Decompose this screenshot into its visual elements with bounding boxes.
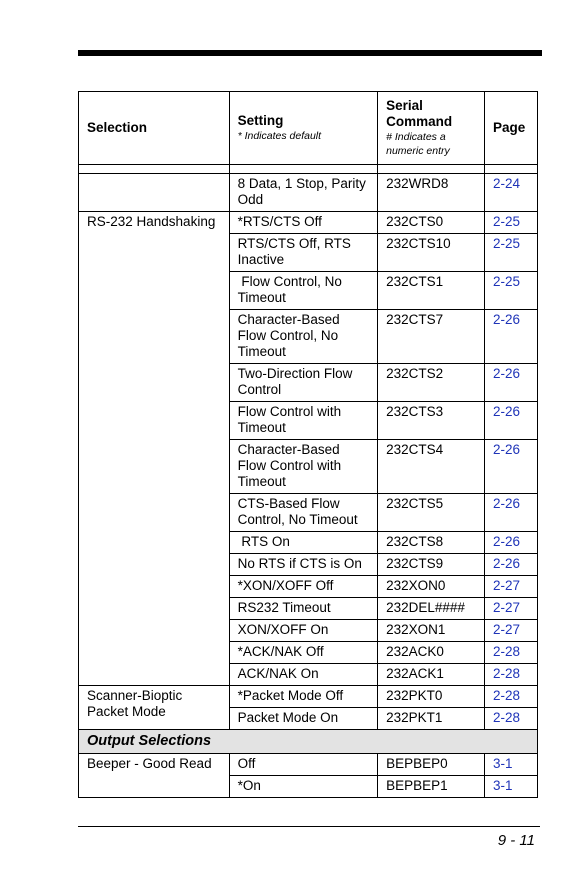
setting-cell: RTS/CTS Off, RTS Inactive [229, 234, 378, 272]
section-title: Output Selections [79, 730, 538, 754]
header-setting-note: * Indicates default [237, 130, 322, 142]
selection-cell: Scanner-Bioptic Packet Mode [79, 686, 230, 730]
command-cell: 232CTS9 [378, 554, 485, 576]
page-link[interactable]: 2-24 [485, 174, 538, 212]
page-number: 9 - 11 [497, 832, 535, 849]
page-link[interactable]: 3-1 [485, 776, 538, 798]
command-cell: 232PKT1 [378, 708, 485, 730]
header-gap [79, 165, 538, 174]
page-link[interactable]: 2-28 [485, 686, 538, 708]
table-header-row [79, 92, 538, 165]
table-row [79, 754, 538, 776]
command-cell: 232CTS1 [378, 272, 485, 310]
setting-cell: Character-Based Flow Control, No Timeout [229, 310, 378, 364]
command-cell: 232PKT0 [378, 686, 485, 708]
page-link[interactable]: 2-26 [485, 532, 538, 554]
setting-cell: Off [229, 754, 378, 776]
command-cell: 232CTS3 [378, 402, 485, 440]
command-cell: 232CTS0 [378, 212, 485, 234]
page-link[interactable]: 3-1 [485, 754, 538, 776]
command-cell: 232WRD8 [378, 174, 485, 212]
command-cell: 232XON1 [378, 620, 485, 642]
command-cell: 232CTS8 [378, 532, 485, 554]
command-cell: 232ACK1 [378, 664, 485, 686]
page-link[interactable]: 2-26 [485, 554, 538, 576]
page-link[interactable]: 2-26 [485, 310, 538, 364]
page-link[interactable]: 2-25 [485, 212, 538, 234]
command-cell: 232XON0 [378, 576, 485, 598]
page-link[interactable]: 2-27 [485, 620, 538, 642]
command-cell: 232ACK0 [378, 642, 485, 664]
page-link[interactable]: 2-28 [485, 642, 538, 664]
setting-cell: No RTS if CTS is On [229, 554, 378, 576]
setting-cell: Packet Mode On [229, 708, 378, 730]
command-cell: 232CTS4 [378, 440, 485, 494]
page-link[interactable]: 2-25 [485, 272, 538, 310]
page-link[interactable]: 2-26 [485, 494, 538, 532]
command-cell: 232CTS10 [378, 234, 485, 272]
command-cell: 232CTS2 [378, 364, 485, 402]
page-link[interactable]: 2-28 [485, 664, 538, 686]
command-cell: 232CTS5 [378, 494, 485, 532]
setting-cell: CTS-Based Flow Control, No Timeout [229, 494, 378, 532]
page-link[interactable]: 2-27 [485, 598, 538, 620]
settings-table [78, 91, 538, 798]
page-link[interactable]: 2-26 [485, 440, 538, 494]
page-link[interactable]: 2-26 [485, 402, 538, 440]
setting-cell: *On [229, 776, 378, 798]
setting-cell: Character-Based Flow Control with Timeout [229, 440, 378, 494]
page-link[interactable]: 2-25 [485, 234, 538, 272]
command-cell: 232DEL#### [378, 598, 485, 620]
setting-cell: *RTS/CTS Off [229, 212, 378, 234]
setting-cell: *ACK/NAK Off [229, 642, 378, 664]
command-cell: 232CTS7 [378, 310, 485, 364]
footer-rule [78, 826, 540, 827]
header-selection: Selection [79, 92, 230, 165]
table-row [79, 212, 538, 234]
setting-cell: ACK/NAK On [229, 664, 378, 686]
setting-cell: Flow Control with Timeout [229, 402, 378, 440]
setting-cell: Flow Control, No Timeout [229, 272, 378, 310]
page-link[interactable]: 2-28 [485, 708, 538, 730]
setting-cell: XON/XOFF On [229, 620, 378, 642]
selection-cell: RS-232 Handshaking [79, 212, 230, 686]
setting-cell: *Packet Mode Off [229, 686, 378, 708]
header-page: Page [485, 92, 538, 165]
table-row [79, 686, 538, 708]
setting-cell: RS232 Timeout [229, 598, 378, 620]
setting-cell: 8 Data, 1 Stop, Parity Odd [229, 174, 378, 212]
setting-cell: Two-Direction Flow Control [229, 364, 378, 402]
command-cell: BEPBEP1 [378, 776, 485, 798]
selection-cell [79, 174, 230, 212]
setting-cell: *XON/XOFF Off [229, 576, 378, 598]
section-header-row [79, 730, 538, 754]
header-serial-command-note: # Indicates a numeric entry [386, 131, 450, 157]
table-row [79, 174, 538, 212]
page-link[interactable]: 2-27 [485, 576, 538, 598]
header-setting: Setting * Indicates default [229, 92, 378, 165]
selection-cell: Beeper - Good Read [79, 754, 230, 798]
page-link[interactable]: 2-26 [485, 364, 538, 402]
header-serial-command: Serial Command # Indicates a numeric entry [378, 92, 485, 165]
top-rule [78, 50, 542, 56]
command-cell: BEPBEP0 [378, 754, 485, 776]
setting-cell: RTS On [229, 532, 378, 554]
